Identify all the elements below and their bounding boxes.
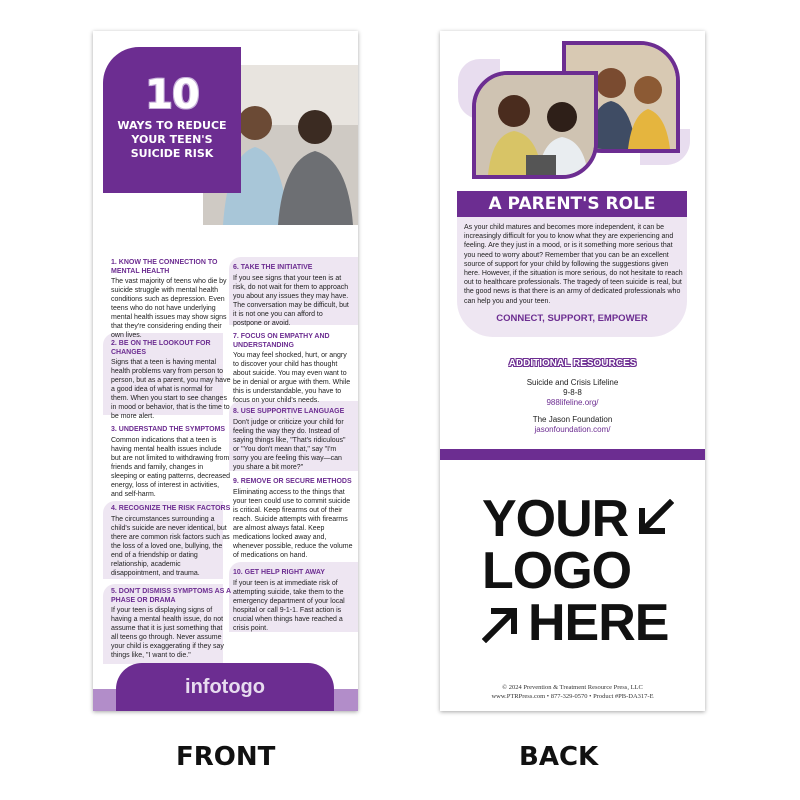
tip-9 <box>233 478 353 560</box>
tip-1 <box>111 259 231 340</box>
tip-body: Common indications that a teen is having mental health issues include but are not limited to withdrawing from friends and family, changes in sleeping or eating patterns, decreased energy, loss of interest in activities, and self-harm. <box>111 436 231 498</box>
parent-role-heading: A PARENT'S ROLE <box>457 191 687 217</box>
title-text: WAYS TO REDUCE YOUR TEEN'S SUICIDE RISK <box>117 119 227 160</box>
front-card <box>93 31 358 711</box>
tip-heading: 10. GET HELP RIGHT AWAY <box>233 569 325 576</box>
tip-body: If your teen is displaying signs of having a mental health issue, do not assume that it is just something that all teens go through. Never assume your child is exaggerating if they say things like, "I want to die." <box>111 607 224 659</box>
tip-6 <box>233 264 353 328</box>
tip-body: The circumstances surrounding a child's suicide are never identical, but there are common risk factors such as the loss of a loved one, bullying, the end of a friendship or dating relationship, academic disappointment, and trauma. <box>111 515 230 577</box>
title-box <box>103 47 241 193</box>
tip-heading: 1. KNOW THE CONNECTION TO MENTAL HEALTH <box>111 259 218 275</box>
arrow-down-left-icon <box>634 499 674 539</box>
tip-body: If you see signs that your teen is at risk, do not wait for them to approach you about any issues they may have. The conversation may be difficult, but it is not one you can afford to postpone or avoid. <box>233 274 349 327</box>
parent-role-text: As your child matures and becomes more independent, it can be increasingly difficult for you to know what they are experiencing and feeling. Are they just in a mood, or is it something more serious that you need to worry about? Remember that you can be an excellent source of support for your child by following the suggestions given here. However, if the situation is more serious, do not hesitate to reach out to healthcare professionals. The tragedy of teen suicide is real, but the good news is that there is an army of dedicated professionals who can help you and your teen. <box>464 224 683 305</box>
front-label: FRONT <box>176 742 276 772</box>
tip-body: Eliminating access to the things that your teen could use to commit suicide is critical. Keep firearms out of their reach. Suicide attempts with firearms are almost always fatal. Keep medications locked away and, whenever possible, reduce the volume of medications on hand. <box>233 488 353 559</box>
contact-info: www.PTRPress.com • 877-329-0570 • Product #PB-DA317-E <box>491 693 654 700</box>
tip-heading: 8. USE SUPPORTIVE LANGUAGE <box>233 408 345 415</box>
tip-heading: 7. FOCUS ON EMPATHY AND UNDERSTANDING <box>233 333 330 349</box>
tip-body: Don't judge or criticize your child for feeling the way they do. Instead of saying things like, "That's ridiculous" or "You don't mean that," say "I'm sorry you are feeling this way—can you share a bit more?" <box>233 418 346 471</box>
tip-8 <box>233 408 353 472</box>
tip-body: You may feel shocked, hurt, or angry to discover your child has thought about suicide. You may even want to be in denial or argue with them. While this is understandable, you have to focus on your child's needs. <box>233 352 351 404</box>
tip-10 <box>233 569 353 633</box>
logo-line-1: YOUR <box>482 490 629 548</box>
tip-4 <box>111 505 231 578</box>
resources-heading: ADDITIONAL RESOURCES <box>508 358 637 369</box>
title-number: 10 <box>145 72 199 118</box>
back-label: BACK <box>519 742 599 772</box>
tagline: CONNECT, SUPPORT, EMPOWER <box>496 313 648 324</box>
photo-mother-son <box>472 71 598 179</box>
brand-logo: infotogo <box>116 663 334 711</box>
copyright: © 2024 Prevention & Treatment Resource Press, LLC <box>502 684 643 691</box>
tip-3 <box>111 426 231 499</box>
logo-placeholder <box>482 490 674 652</box>
tip-body: If your teen is at immediate risk of attempting suicide, take them to the emergency department of your local hospital or call 9-1-1. Fast action is crucial when things have reached a crisis point. <box>233 579 345 632</box>
resource-jason-name: The Jason Foundation <box>532 415 613 424</box>
resource-lifeline-name: Suicide and Crisis Lifeline <box>526 378 619 387</box>
tip-heading: 9. REMOVE OR SECURE METHODS <box>233 478 352 485</box>
logo-line-2: LOGO <box>482 542 632 600</box>
tip-heading: 4. RECOGNIZE THE RISK FACTORS <box>111 505 231 512</box>
resource-jason-link[interactable]: jasonfoundation.com/ <box>534 425 611 434</box>
tip-body: Signs that a teen is having mental health problems vary from person to person, but as a parent, you may have a good idea of what is normal for them. When you start to see changes in mood or behavior, that is the time to be more alert. <box>111 359 231 420</box>
tip-5 <box>111 588 231 660</box>
back-card <box>440 31 705 711</box>
tip-7 <box>233 333 353 405</box>
tip-heading: 2. BE ON THE LOOKOUT FOR CHANGES <box>111 340 211 356</box>
resource-lifeline-link[interactable]: 988lifeline.org/ <box>546 398 599 407</box>
resource-lifeline-number: 9-8-8 <box>563 388 582 397</box>
section-divider <box>440 449 705 460</box>
tip-2 <box>111 340 231 421</box>
tip-heading: 3. UNDERSTAND THE SYMPTOMS <box>111 426 226 433</box>
tip-heading: 5. DON'T DISMISS SYMPTOMS AS A PHASE OR DRAMA <box>111 588 231 604</box>
tip-body: The vast majority of teens who die by suicide struggle with mental health conditions such as depression. Even teens who do not have underlying mental health issues may show signs that they're considering ending their own lives. <box>111 278 227 339</box>
arrow-up-right-icon <box>482 603 522 643</box>
tip-heading: 6. TAKE THE INITIATIVE <box>233 264 313 271</box>
logo-line-3: HERE <box>528 594 669 652</box>
